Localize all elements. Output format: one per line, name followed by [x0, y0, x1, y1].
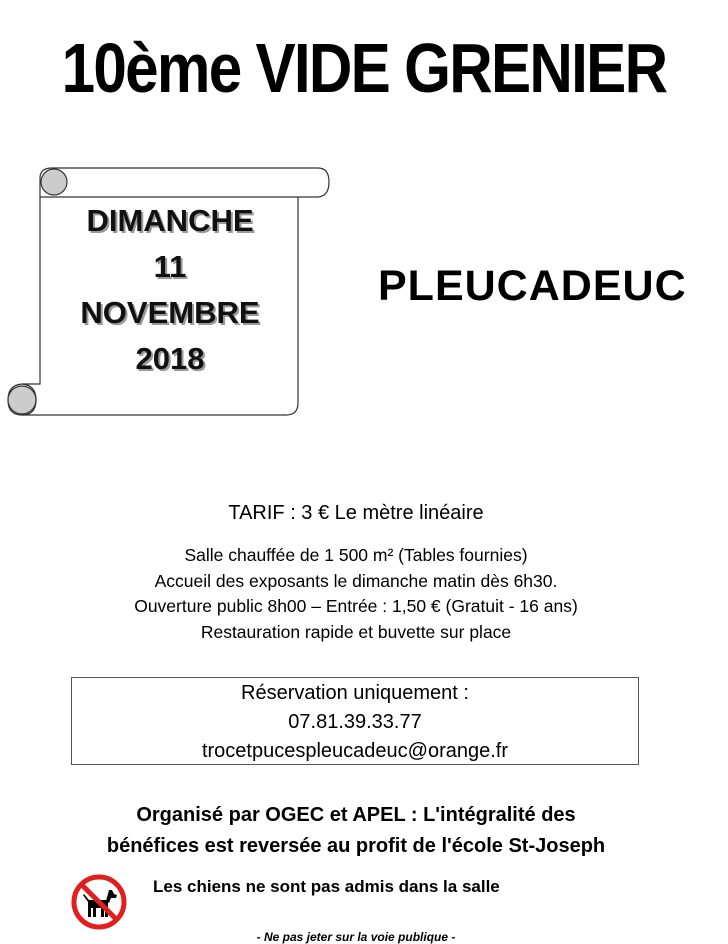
city-name: PLEUCADEUC — [378, 262, 687, 310]
tarif-line: TARIF : 3 € Le mètre linéaire — [228, 502, 484, 524]
reservation-email: trocetpucespleucadeuc@orange.fr — [201, 740, 509, 762]
poster-title: 10ème VIDE GRENIER — [61, 29, 667, 107]
organizer-text — [0, 800, 712, 862]
footer-note: - Ne pas jeter sur la voie publique - — [256, 930, 456, 944]
reservation-label: Réservation uniquement : — [241, 682, 469, 704]
reservation-box — [71, 677, 639, 765]
event-date — [38, 198, 302, 382]
date-month: NOVEMBRE — [80, 295, 260, 330]
date-number: 11 — [153, 249, 187, 284]
date-day: DIMANCHE — [86, 203, 254, 238]
detail-line: Restauration rapide et buvette sur place — [200, 621, 512, 642]
event-details — [0, 543, 712, 645]
detail-line: Ouverture public 8h00 – Entrée : 1,50 € (Gratuit - 16 ans) — [134, 596, 578, 616]
organizer-line-2: bénéfices est reversée au profit de l'école St-Joseph — [106, 835, 606, 857]
no-dogs-icon — [70, 873, 128, 931]
date-year: 2018 — [135, 341, 205, 376]
reservation-phone: 07.81.39.33.77 — [288, 711, 422, 733]
detail-line: Accueil des exposants le dimanche matin dès 6h30. — [154, 570, 558, 591]
detail-line: Salle chauffée de 1 500 m² (Tables fournies) — [184, 545, 528, 565]
no-dogs-notice: Les chiens ne sont pas admis dans la salle — [153, 877, 500, 896]
organizer-line-1: Organisé par OGEC et APEL : L'intégralité des — [136, 804, 576, 826]
